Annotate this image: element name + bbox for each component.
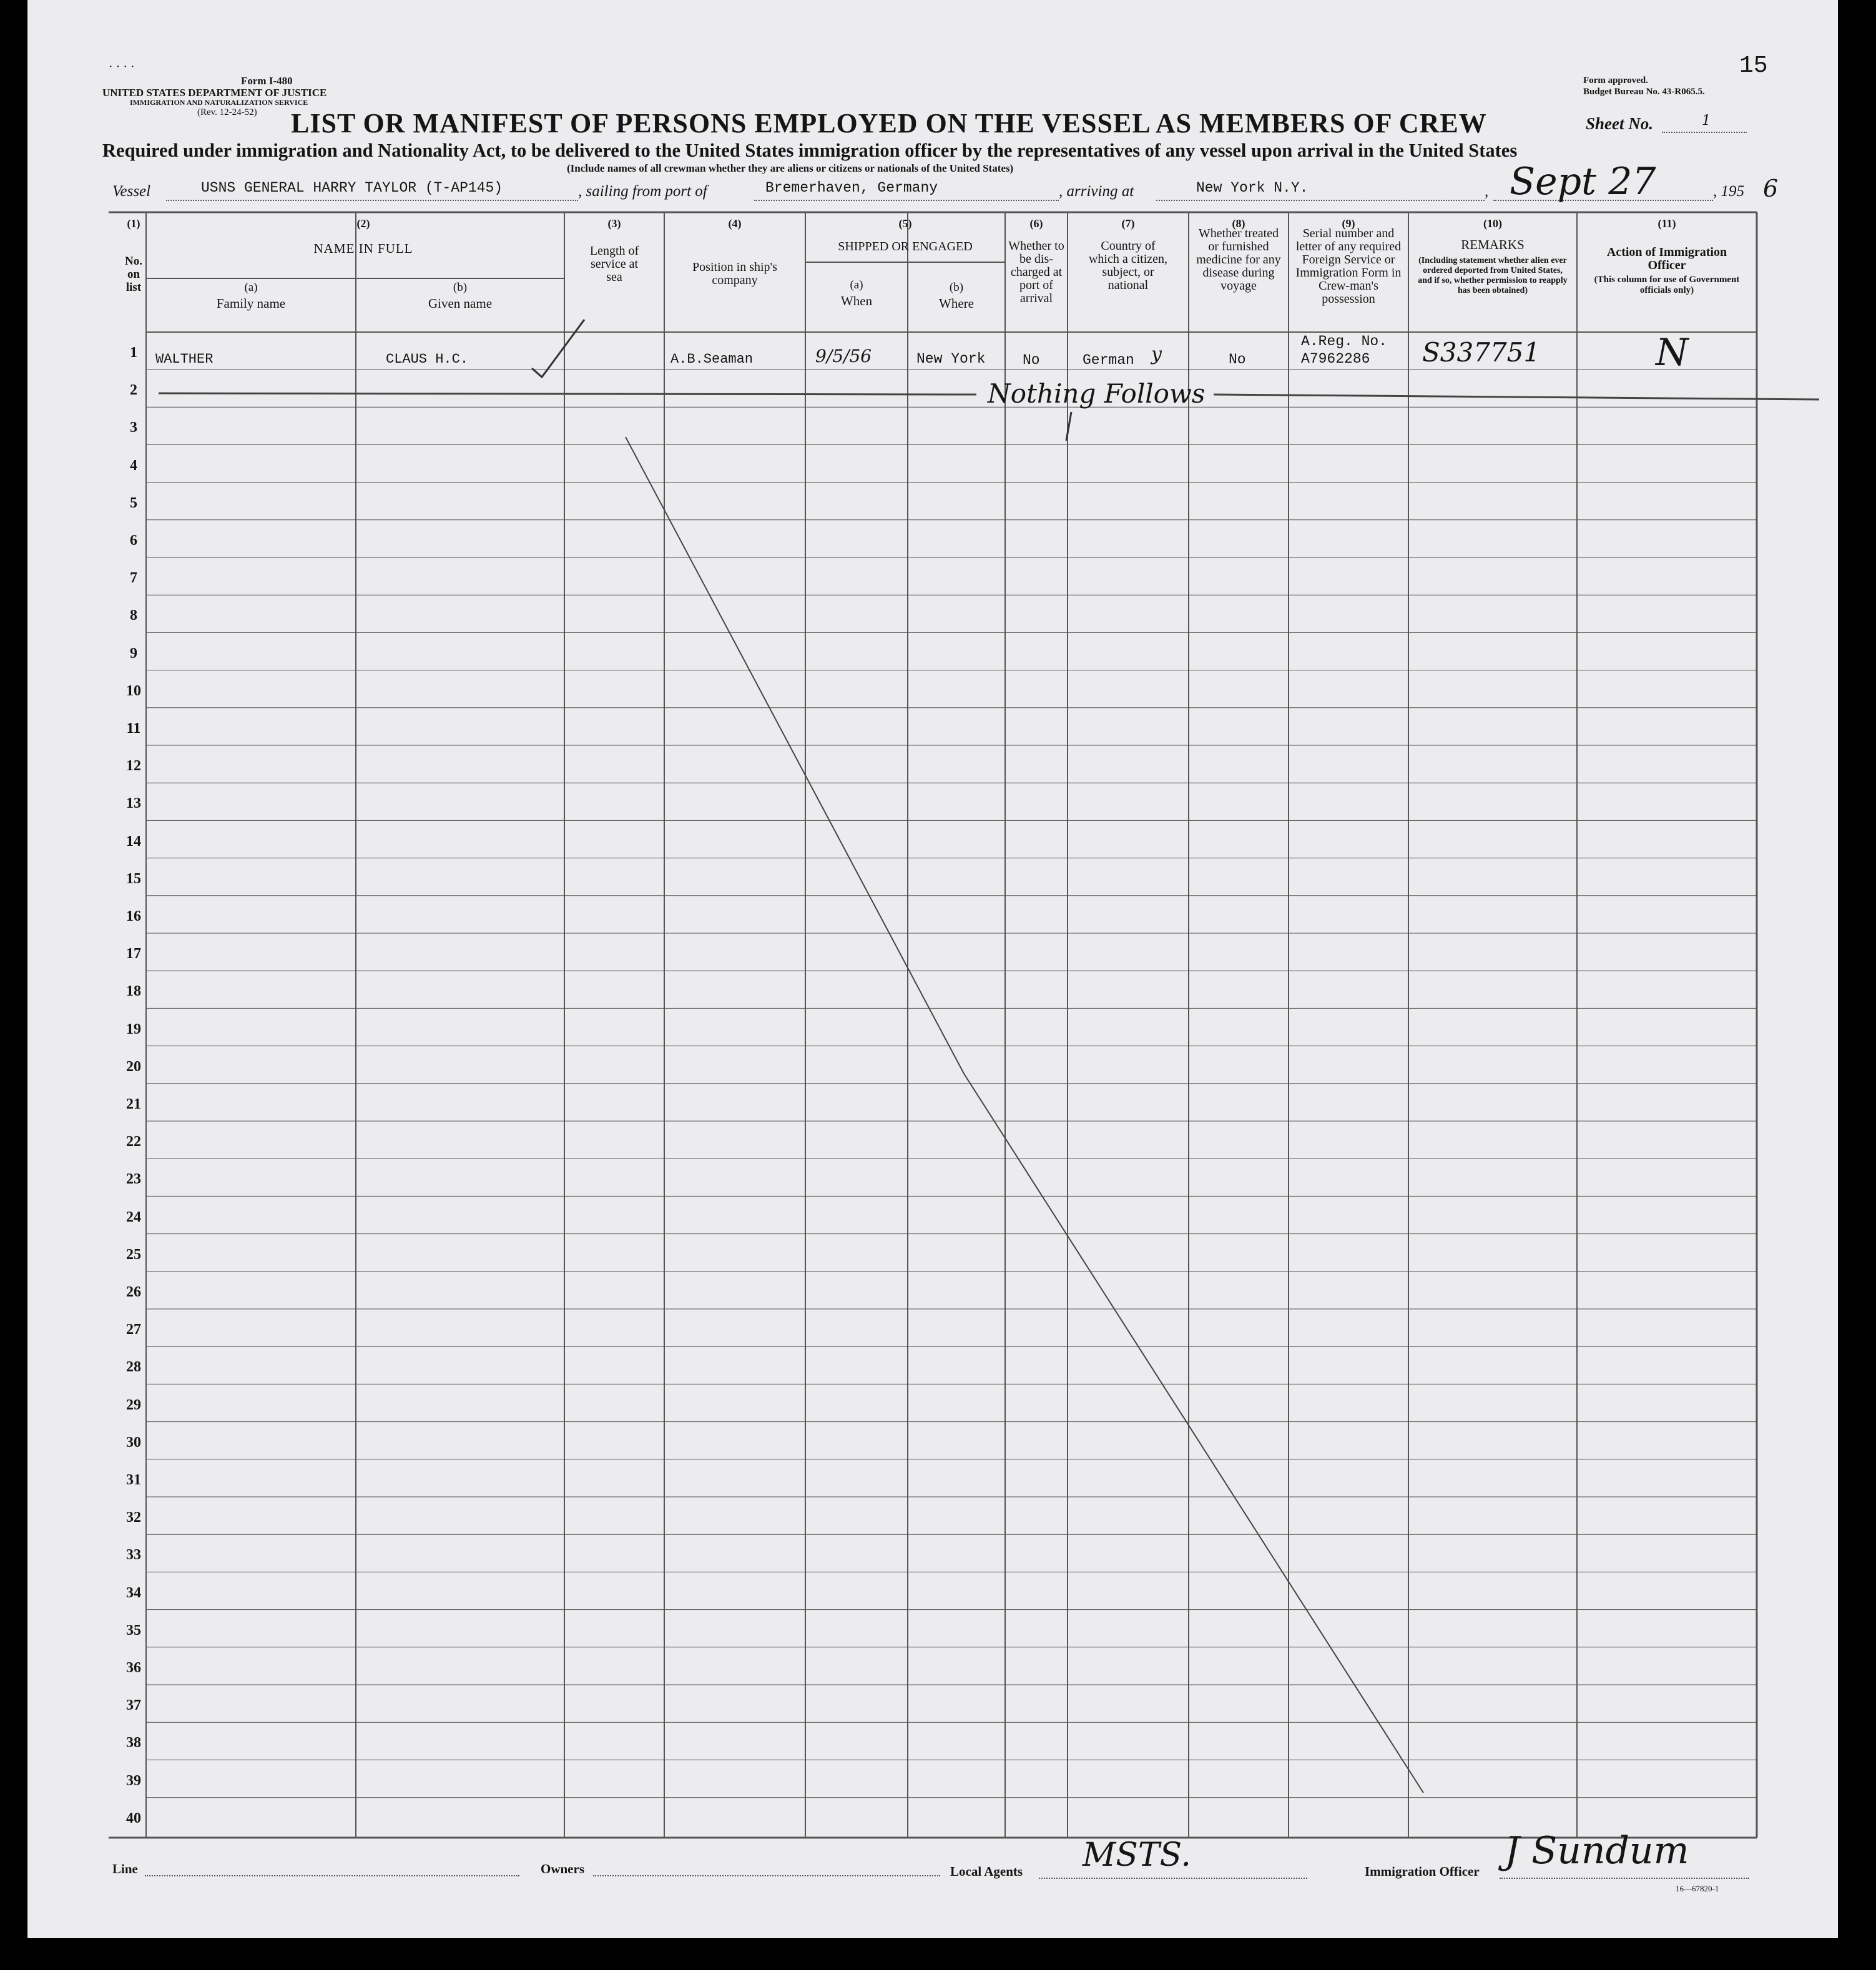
form-number: Form I-480 <box>241 75 293 87</box>
row-number: 6 <box>130 532 137 549</box>
row-number: 14 <box>126 833 141 850</box>
page-title: LIST OR MANIFEST OF PERSONS EMPLOYED ON THE VESSEL AS MEMBERS OF CREW <box>291 108 1487 139</box>
footer-agents-label: Local Agents <box>950 1864 1023 1879</box>
col5a-header: When <box>840 293 873 308</box>
manifest-page <box>27 0 1838 1938</box>
col10-note: (Including statement whether alien ever ordered deported from United States, and if so, whether permission to reapply has been obtained) <box>1418 256 1568 295</box>
row-number: 28 <box>126 1359 141 1376</box>
footer-officer-label: Immigration Officer <box>1365 1864 1480 1879</box>
row-number: 18 <box>126 983 141 1000</box>
col10-number: (10) <box>1483 217 1502 230</box>
row-number: 22 <box>126 1134 141 1150</box>
row-number: 1 <box>130 345 137 361</box>
col11-header: Action of Immigration Officer <box>1606 245 1727 272</box>
entry-medicine: No <box>1229 351 1246 368</box>
footer-owners-label: Owners <box>541 1861 584 1876</box>
arrival-date-value: Sept 27 <box>1510 160 1656 203</box>
revision-date: (Rev. 12-24-52) <box>197 107 257 117</box>
include-note: (Include names of all crewman whether they are aliens or citizens or nationals of the United States) <box>567 162 1014 174</box>
year-digit: 6 <box>1763 175 1779 202</box>
col5b-header: Where <box>939 296 974 311</box>
row-number: 11 <box>126 720 141 737</box>
sheet-label: Sheet No. <box>1586 114 1653 133</box>
entry-discharged: No <box>1023 352 1040 368</box>
col3-header: Length of service at sea <box>589 244 639 284</box>
col3-number: (3) <box>607 217 621 230</box>
row-number: 32 <box>126 1509 141 1526</box>
col11-note: (This column for use of Government officials only) <box>1594 275 1740 295</box>
sailing-label: , sailing from port of <box>578 183 707 200</box>
row-number: 27 <box>126 1321 141 1338</box>
row-number: 34 <box>126 1584 141 1601</box>
col2-number: (2) <box>356 217 370 230</box>
row-number: 30 <box>126 1434 141 1451</box>
row-number: 40 <box>126 1810 141 1826</box>
check-mark-icon <box>532 320 584 377</box>
entry-position: A.B.Seaman <box>670 351 754 367</box>
entry-country-hand: y <box>1151 343 1162 365</box>
entry-remarks: S337751 <box>1422 337 1541 368</box>
col5-number: (5) <box>898 217 912 230</box>
row-number: 35 <box>126 1622 141 1639</box>
required-statement: Required under immigration and Nationality Act, to be delivered to the United States immigration officer by the representatives of any vessel upon arrival in the United States <box>102 140 1518 161</box>
nothing-follows-note: Nothing Follows <box>988 378 1206 409</box>
col1-number: (1) <box>127 217 140 230</box>
row-number: 10 <box>126 682 141 699</box>
row-number: 20 <box>126 1058 141 1075</box>
row-number: 16 <box>126 908 141 924</box>
row-number: 29 <box>126 1396 141 1413</box>
page-number: 15 <box>1739 52 1768 79</box>
row-number: 2 <box>130 382 137 399</box>
date-separator: , <box>1485 183 1489 200</box>
col4-number: (4) <box>728 217 742 230</box>
budget-bureau: Budget Bureau No. 43-R065.5. <box>1583 87 1705 97</box>
col9-header: Serial number and letter of any required Foreign Service or Immigration Form in Crew-man's possession <box>1295 227 1402 306</box>
col2a-header: Family name <box>216 296 286 311</box>
row-number: 23 <box>126 1171 141 1188</box>
col2b-header: Given name <box>428 296 493 311</box>
entry-country: German <box>1083 352 1134 368</box>
entry-serial-line2: A7962286 <box>1301 351 1370 367</box>
col8-number: (8) <box>1232 217 1245 230</box>
col5b-number: (b) <box>949 281 964 294</box>
row-number: 13 <box>126 795 141 812</box>
entry-when: 9/5/56 <box>815 346 872 366</box>
col4-header: Position in ship's company <box>692 260 777 287</box>
nothing-follows-line <box>159 393 976 394</box>
row-number: 31 <box>126 1472 141 1488</box>
row-number: 38 <box>126 1735 141 1752</box>
officer-signature: J Sundum <box>1505 1829 1689 1873</box>
department-name: UNITED STATES DEPARTMENT OF JUSTICE <box>102 87 327 99</box>
col6-number: (6) <box>1029 217 1043 230</box>
row-number: 24 <box>126 1208 141 1225</box>
row-number: 37 <box>126 1697 141 1714</box>
row-number: 26 <box>126 1284 141 1300</box>
footer-officer-field <box>1500 1829 1749 1879</box>
col2a-number: (a) <box>244 281 258 294</box>
footer-line-field <box>145 1860 519 1876</box>
sheet-number-value: 1 <box>1702 113 1711 129</box>
row-number: 12 <box>126 758 141 775</box>
row-number: 8 <box>130 607 137 624</box>
col9-number: (9) <box>1342 217 1355 230</box>
row-number: 39 <box>126 1772 141 1789</box>
col6-header: Whether to be dis-charged at port of arrival <box>1008 239 1064 305</box>
col11-number: (11) <box>1657 217 1676 230</box>
footer-line-label: Line <box>112 1861 138 1876</box>
strike-through-line <box>626 437 1423 1793</box>
col7-number: (7) <box>1121 217 1135 230</box>
corner-marks: · · · · <box>109 60 135 74</box>
col1-header: No. on list <box>125 255 142 294</box>
vessel-name: USNS GENERAL HARRY TAYLOR (T-AP145) <box>201 180 503 196</box>
col5-header: SHIPPED OR ENGAGED <box>838 240 973 253</box>
nothing-follows-line-right <box>1214 394 1819 399</box>
entry-action: N <box>1656 331 1689 375</box>
footer-owners-field <box>593 1860 940 1876</box>
row-number: 5 <box>130 494 137 511</box>
entry-family-name: WALTHER <box>155 351 214 367</box>
col7-header: Country of which a citizen, subject, or national <box>1088 239 1168 292</box>
col8-header: Whether treated or furnished medicine for any disease during voyage <box>1196 227 1281 293</box>
print-code: 16—67820-1 <box>1676 1884 1719 1893</box>
row-number: 25 <box>126 1246 141 1263</box>
row-number: 9 <box>130 645 137 662</box>
handwritten-marks <box>27 0 1838 1938</box>
entry-serial-line1: A.Reg. No. <box>1301 333 1388 350</box>
row-number: 17 <box>126 946 141 963</box>
year-label: , 195 <box>1713 183 1744 200</box>
vessel-label: Vessel <box>112 183 151 200</box>
col2b-number: (b) <box>453 281 468 294</box>
nothing-follows-tail <box>1066 412 1071 441</box>
entry-given-name: CLAUS H.C. <box>386 351 469 367</box>
arriving-label: , arriving at <box>1059 183 1134 200</box>
col2-header: NAME IN FULL <box>313 241 413 256</box>
col5a-number: (a) <box>850 278 863 292</box>
row-number: 15 <box>126 870 141 887</box>
row-number: 4 <box>130 457 137 474</box>
entry-where: New York <box>916 351 986 367</box>
row-number: 3 <box>130 419 137 436</box>
service-name: IMMIGRATION AND NATURALIZATION SERVICE <box>130 98 308 107</box>
form-approved: Form approved. <box>1583 76 1648 86</box>
col10-header: REMARKS <box>1461 237 1525 252</box>
row-number: 33 <box>126 1547 141 1564</box>
row-number: 19 <box>126 1021 141 1037</box>
row-number: 36 <box>126 1660 141 1676</box>
footer-agents-field <box>1039 1836 1307 1879</box>
footer-agents-value: MSTS. <box>1083 1836 1191 1874</box>
row-number: 7 <box>130 570 137 587</box>
arriving-port-value: New York N.Y. <box>1196 180 1309 196</box>
sailing-port-value: Bremerhaven, Germany <box>765 180 938 196</box>
row-number: 21 <box>126 1096 141 1112</box>
